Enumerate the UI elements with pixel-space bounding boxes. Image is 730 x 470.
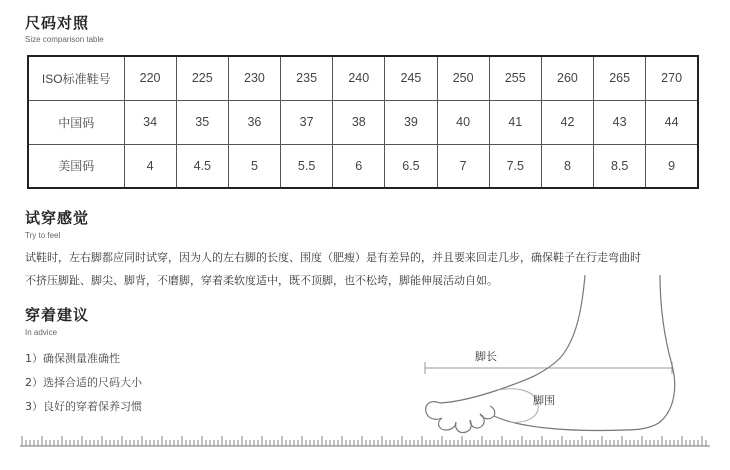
size-cell: 35	[176, 100, 228, 144]
row-iso-size	[28, 56, 698, 100]
size-cell: 5	[228, 144, 280, 188]
row-label: 美国码	[28, 144, 124, 188]
size-section-subtitle: Size comparison table	[25, 35, 104, 44]
size-cell: 6	[333, 144, 385, 188]
size-cell: 40	[437, 100, 489, 144]
size-cell: 240	[333, 56, 385, 100]
size-comparison-table	[27, 55, 699, 189]
size-cell: 220	[124, 56, 176, 100]
size-cell: 6.5	[385, 144, 437, 188]
size-cell: 250	[437, 56, 489, 100]
toe-2	[439, 418, 456, 430]
advice-item-3: 3）良好的穿着保养习惯	[25, 400, 142, 413]
size-cell: 270	[646, 56, 698, 100]
advice-item-2: 2）选择合适的尺码大小	[25, 376, 142, 389]
size-cell: 41	[489, 100, 541, 144]
size-cell: 5.5	[281, 144, 333, 188]
advice-item-1: 1）确保测量准确性	[25, 352, 120, 365]
foot-sole-outline	[494, 416, 625, 430]
foot-girth-label: 脚围	[533, 394, 555, 407]
feel-section-title: 试穿感觉	[25, 209, 90, 227]
size-cell: 265	[594, 56, 646, 100]
size-cell: 7.5	[489, 144, 541, 188]
size-cell: 34	[124, 100, 176, 144]
row-china-size	[28, 100, 698, 144]
row-label: 中国码	[28, 100, 124, 144]
feel-section-subtitle: Try to feel	[25, 231, 61, 240]
size-cell: 8.5	[594, 144, 646, 188]
advice-section-title: 穿着建议	[25, 306, 90, 324]
row-label: ISO标准鞋号	[28, 56, 124, 100]
toe-5	[480, 406, 495, 419]
size-cell: 230	[228, 56, 280, 100]
size-cell: 8	[541, 144, 593, 188]
foot-length-label: 脚长	[475, 350, 497, 363]
ruler	[20, 434, 710, 448]
foot-heel-outline	[625, 275, 675, 430]
size-cell: 42	[541, 100, 593, 144]
toe-3	[456, 420, 472, 433]
size-cell: 9	[646, 144, 698, 188]
row-us-size	[28, 144, 698, 188]
advice-section-subtitle: In advice	[25, 328, 58, 337]
size-cell: 44	[646, 100, 698, 144]
size-cell: 260	[541, 56, 593, 100]
feel-text-line-2: 不挤压脚趾、脚尖、脚背，不磨脚，穿着柔软度适中，既不顶脚，也不松垮，脚能伸展活动自如。	[25, 274, 498, 287]
size-cell: 43	[594, 100, 646, 144]
feel-text-line-1: 试鞋时，左右脚都应同时试穿，因为人的左右脚的长度、围度（肥瘦）是有差异的，并且要来回走几步，确保鞋子在行走弯曲时	[25, 251, 641, 264]
size-cell: 39	[385, 100, 437, 144]
toe-1	[426, 402, 442, 420]
size-cell: 4	[124, 144, 176, 188]
size-cell: 37	[281, 100, 333, 144]
size-section-title: 尺码对照	[25, 14, 90, 32]
size-cell: 245	[385, 56, 437, 100]
size-cell: 235	[281, 56, 333, 100]
size-cell: 7	[437, 144, 489, 188]
size-cell: 225	[176, 56, 228, 100]
size-cell: 255	[489, 56, 541, 100]
size-cell: 4.5	[176, 144, 228, 188]
size-cell: 38	[333, 100, 385, 144]
size-cell: 36	[228, 100, 280, 144]
foot-top-outline	[440, 275, 585, 403]
foot-diagram	[410, 270, 710, 435]
